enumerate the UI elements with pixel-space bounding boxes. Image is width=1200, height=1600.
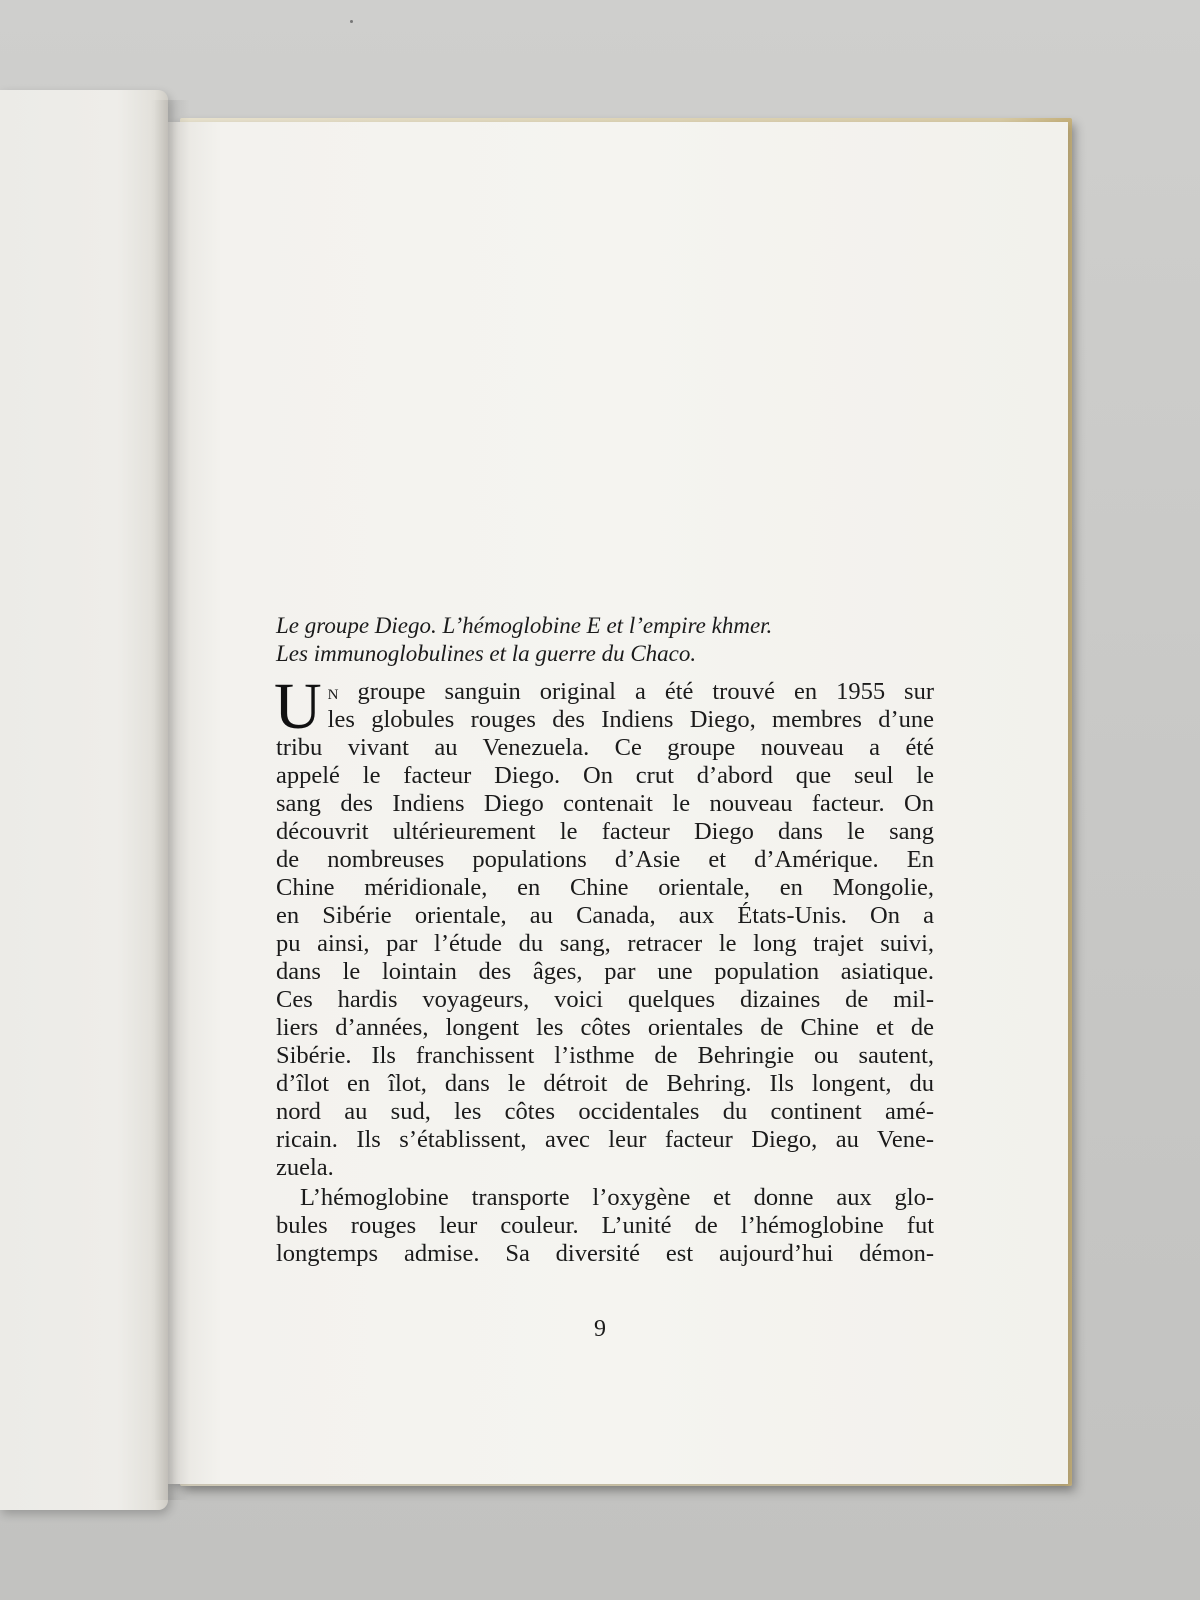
first-word: n xyxy=(327,679,339,704)
summary-line: Les immunoglobulines et la guerre du Chaco. xyxy=(276,641,697,666)
text-line: ricain. Ils s’établissent, avec leur facteur Diego, au Vene- xyxy=(276,1126,934,1153)
drop-cap: U xyxy=(274,670,322,743)
text-line: Ces hardis voyageurs, voici quelques dizaines de mil- xyxy=(276,986,934,1013)
text-line: liers d’années, longent les côtes orientales de Chine et de xyxy=(276,1014,934,1041)
paragraph-2 xyxy=(276,1184,934,1268)
text-line: pu ainsi, par l’étude du sang, retracer le long trajet suivi, xyxy=(276,930,934,957)
text-line: zuela. xyxy=(276,1154,334,1181)
text-line: Sibérie. Ils franchissent l’isthme de Behringie ou sautent, xyxy=(276,1042,934,1069)
text-line: d’îlot en îlot, dans le détroit de Behring. Ils longent, du xyxy=(276,1070,934,1097)
text-line: tribu vivant au Venezuela. Ce groupe nouveau a été xyxy=(276,734,934,761)
left-page xyxy=(0,90,168,1510)
page-number: 9 xyxy=(594,1316,606,1342)
paragraph-1 xyxy=(274,670,934,1182)
text-line: les globules rouges des Indiens Diego, membres d’une xyxy=(327,706,934,733)
text-line: découvrit ultérieurement le facteur Diego dans le sang xyxy=(276,818,934,845)
text-line: appelé le facteur Diego. On crut d’abord que seul le xyxy=(276,762,934,789)
dust-speck xyxy=(350,20,353,23)
text-line-rest: groupe sanguin original a été trouvé en 1955 sur xyxy=(357,678,934,705)
text-line: bules rouges leur couleur. L’unité de l’hémoglobine fut xyxy=(276,1212,934,1239)
text-line: dans le lointain des âges, par une population asiatique. xyxy=(276,958,934,985)
text-line: nord au sud, les côtes occidentales du continent amé- xyxy=(276,1098,934,1125)
text-line: sang des Indiens Diego contenait le nouveau facteur. On xyxy=(276,790,934,817)
text-line: L’hémoglobine transporte l’oxygène et donne aux glo- xyxy=(300,1184,934,1211)
text-line: en Sibérie orientale, au Canada, aux États-Unis. On a xyxy=(276,902,934,929)
text-line: Chine méridionale, en Chine orientale, en Mongolie, xyxy=(276,874,934,901)
page-text xyxy=(276,612,934,1268)
chapter-summary xyxy=(276,612,934,668)
text-line xyxy=(276,678,934,706)
summary-line: Le groupe Diego. L’hémoglobine E et l’empire khmer. xyxy=(276,613,773,638)
text-line: de nombreuses populations d’Asie et d’Amérique. En xyxy=(276,846,934,873)
text-line: longtemps admise. Sa diversité est aujourd’hui démon- xyxy=(276,1240,934,1267)
